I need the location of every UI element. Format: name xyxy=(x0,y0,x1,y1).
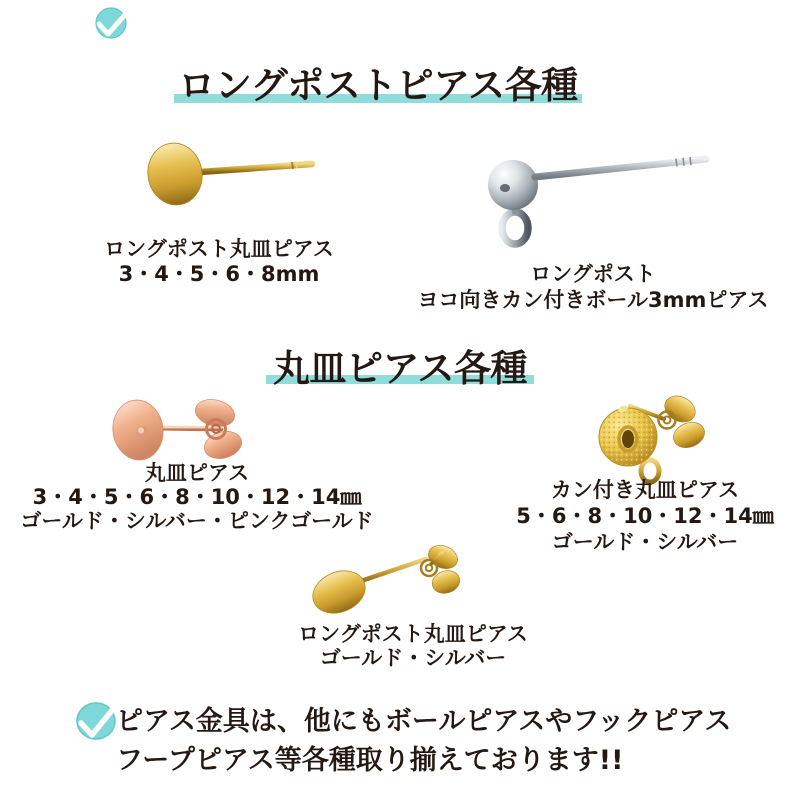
caption-line: ロングポスト丸皿ピアス xyxy=(104,237,334,261)
ball xyxy=(488,160,538,210)
flat-pad-disc xyxy=(143,139,207,209)
product-caption xyxy=(20,461,373,533)
caption-line: ロングポスト xyxy=(530,262,656,286)
stud-post xyxy=(355,559,426,583)
section2-title: 丸皿ピアス各種 xyxy=(272,347,528,390)
clutch-wing xyxy=(425,541,461,573)
caption-line: ゴールド・シルバー xyxy=(551,530,739,554)
product-caption xyxy=(516,477,774,555)
caption-line: 3・4・5・6・8mm xyxy=(118,262,320,286)
gold-kan-pad-stud-image xyxy=(578,386,718,488)
caption-line: 5・6・8・10・12・14㎜ xyxy=(516,504,774,528)
footer-line: ピアス金具は、他にもボールピアスやフックピアス xyxy=(116,706,732,737)
section1-title: ロングポストピアス各種 xyxy=(178,64,578,107)
check-circle-icon xyxy=(92,4,136,44)
footer-note xyxy=(116,702,731,780)
footer-line: フープピアス等各種取り揃えております!! xyxy=(116,745,624,776)
clutch-wing xyxy=(660,391,700,427)
silver-ball-stud-image xyxy=(478,146,713,258)
product-caption xyxy=(104,237,334,287)
jump-ring xyxy=(502,212,528,244)
caption-line: カン付き丸皿ピアス xyxy=(550,478,740,502)
center-hole xyxy=(622,430,634,448)
flat-pad-disc xyxy=(306,563,371,618)
clutch-wing xyxy=(429,567,462,597)
clutch-coil xyxy=(421,560,437,576)
product-caption xyxy=(417,261,768,313)
caption-line: ゴールド・シルバー xyxy=(319,646,507,670)
caption-line: ゴールド・シルバー・ピンクゴールド xyxy=(20,509,374,533)
caption-line: 3・4・5・6・8・10・12・14㎜ xyxy=(32,485,362,509)
gold-long-post-stud-with-clutch-image xyxy=(293,538,475,618)
gold-long-post-stud-image xyxy=(100,130,325,218)
caption-line: 丸皿ピアス xyxy=(144,461,250,485)
pink-gold-stud-image xyxy=(95,395,260,470)
caption-line: ロングポスト丸皿ピアス xyxy=(298,622,528,646)
caption-line: ヨコ向きカン付きボール3mmピアス xyxy=(417,288,769,312)
product-caption xyxy=(298,622,528,670)
stud-post xyxy=(535,159,706,177)
stud-post xyxy=(200,164,312,172)
